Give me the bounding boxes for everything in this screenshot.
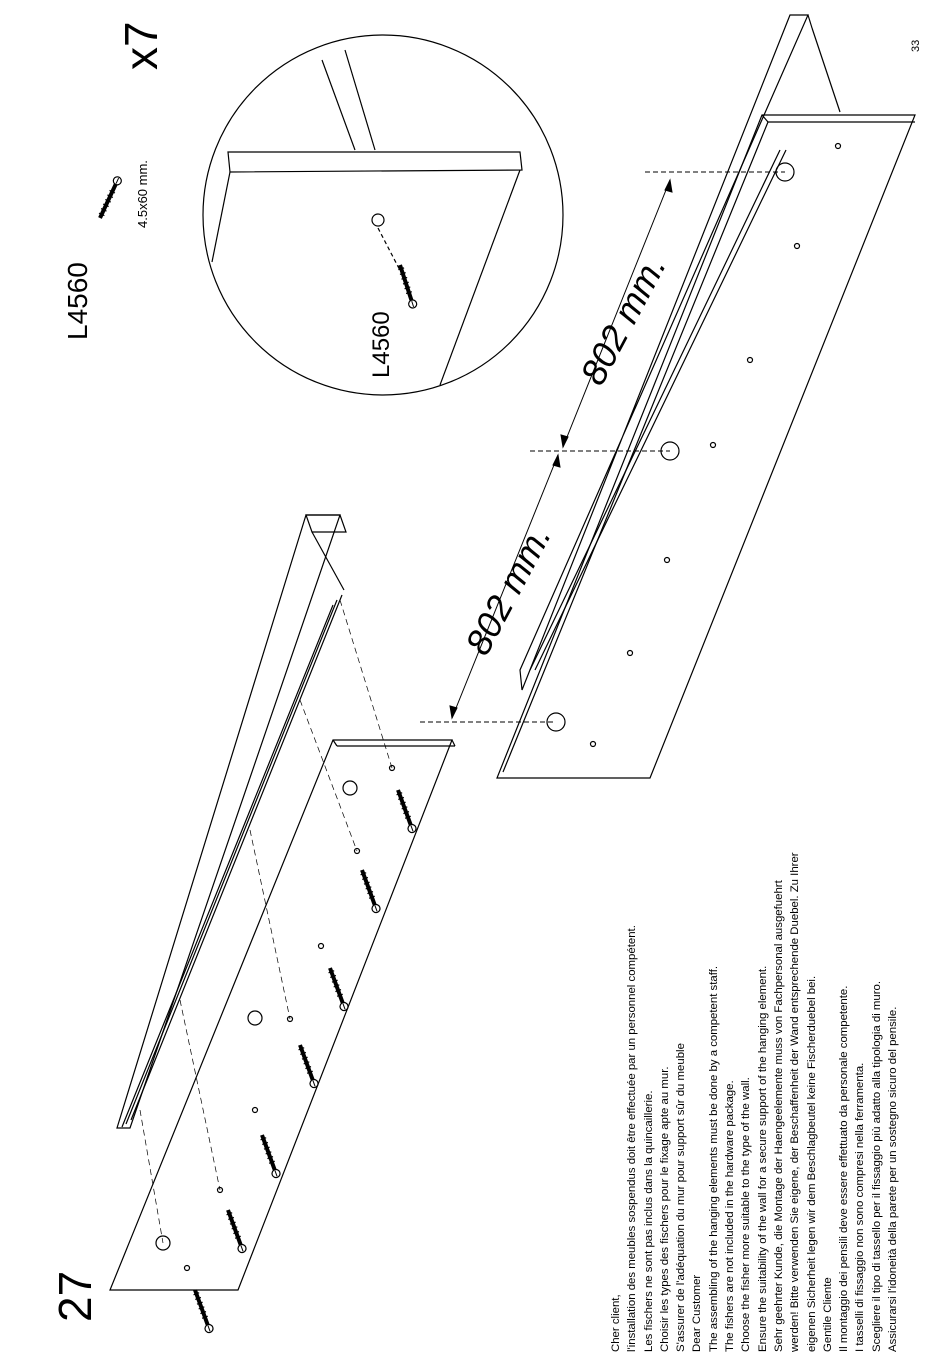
page-number: 33 (910, 39, 922, 52)
instruction-line: S'assurer de l'adéquation du mur pour support sûr du meuble (675, 1043, 688, 1352)
instruction-line: Choisir les types des fischers pour le fixage apte au mur. (658, 1066, 671, 1352)
screw-size-label: 4.5x60 mm. (135, 160, 150, 228)
instruction-line: Choose the fisher more suitable to the type of the wall. (740, 1077, 753, 1352)
instruction-line: Les fischers ne sont pas inclus dans la quincaillerie. (642, 1090, 655, 1352)
panel-assembled (497, 15, 915, 778)
instruction-line: Il montaggio dei pensili deve essere effettuato da personale competente. (838, 985, 851, 1352)
panel-side (110, 600, 455, 1334)
instruction-line: Ensure the suitability of the wall for a secure support of the hanging element. (756, 965, 769, 1352)
part-code: L4560 (62, 262, 93, 340)
panel-top (117, 515, 346, 1128)
instruction-line: Gentile Cliente (821, 1277, 834, 1352)
dimension-label: 802 mm. (572, 248, 674, 392)
quantity-label: x7 (115, 21, 167, 70)
instructions-block (608, 852, 901, 1352)
instruction-line: Sehr geehrter Kunde, die Montage der Haengeelemente muss von Fachpersonal ausgefuehrt (772, 880, 785, 1352)
zoom-part-code: L4560 (368, 311, 395, 378)
instruction-line: The assembling of the hanging elements must be done by a competent staff. (707, 965, 720, 1352)
instruction-line: l'installation des meubles sospendus doit être effectuée par un personnel compétent. (626, 925, 639, 1352)
step-number: 27 (49, 1270, 101, 1322)
instruction-line: I tasselli di fissaggio non sono compresi nella ferramenta. (854, 1062, 867, 1352)
instruction-line: Scegliere il tipo di tassello per il fissaggio più adatto alla tipologia di muro. (870, 980, 883, 1352)
instruction-line: Dear Customer (691, 1274, 704, 1352)
instruction-line: Assicurarsi l'idoneità della parete per un sostegno sicuro del pensile. (887, 1006, 900, 1352)
screw-icon (96, 176, 122, 220)
instruction-line: Cher client, (610, 1294, 622, 1352)
instruction-line: eigenen Sicherheit legen wir dem Beschlagbeutel keine Fischerduebel bei. (805, 975, 818, 1352)
instruction-line: werden! Bitte verwenden Sie eigene, der Beschaffenheit der Wand entsprechende Duebel. Zu Ihrer (789, 852, 802, 1352)
dimension-label: 802 mm. (457, 518, 559, 662)
instruction-line: The fishers are not included in the hardware package. (724, 1080, 737, 1352)
